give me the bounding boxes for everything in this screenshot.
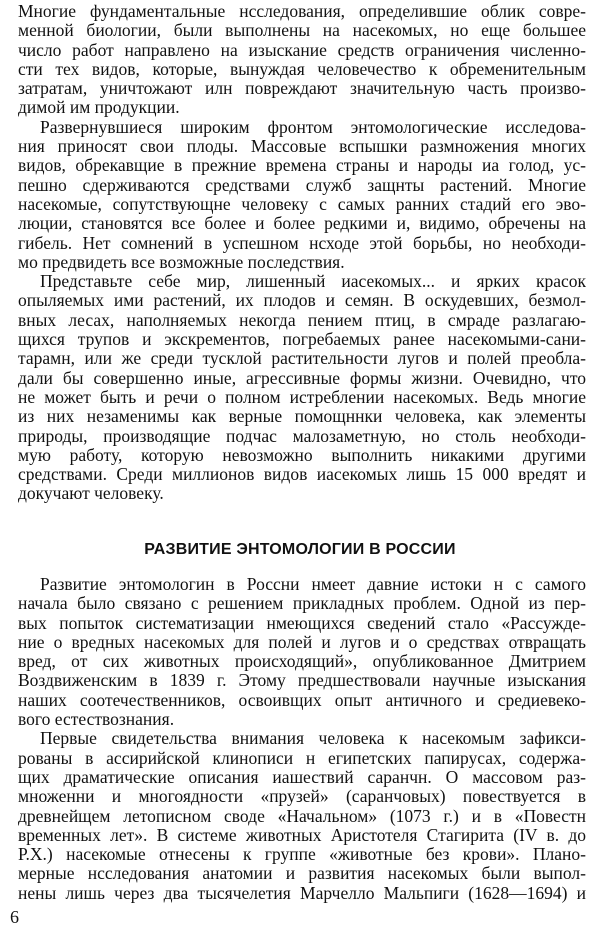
paragraph <box>18 2 586 118</box>
text-line: видов, обрекавщие в прежние времена страны и народы иа голод, ус- <box>18 155 586 176</box>
text-line: щих драматические описания иашествий саранчн. О массовом раз- <box>18 766 586 787</box>
text-line: средствами. Среди миллионов видов иасекомых лишь 15 000 вредят и <box>18 464 586 485</box>
text-line: насекомые, сопутствующне человеку с самых ранних стадий его эво- <box>18 193 586 214</box>
text-line: начала было связано с решением прикладных проблем. Одной из пер- <box>18 593 586 614</box>
text-line: Первые свидетельства внимания человека к насекомым зафикси- <box>40 728 586 749</box>
text-line: вых попыток систематизации нмеющихся сведений стало «Рассужде- <box>18 612 586 633</box>
text-line: вого естествознания. <box>18 709 175 730</box>
text-line: Воздвиженским в 1839 г. Этому предшествовали научные изыскания <box>18 670 586 691</box>
text-line: Р.Х.) насекомые отнесены к группе «животные без крови». Плано- <box>18 844 586 865</box>
intro-text <box>18 2 586 504</box>
text-line: Многие фундаментальные нсследования, определившие облик совре- <box>18 1 586 21</box>
text-line: менной биологии, были выполнены на насекомых, но еще большее <box>18 20 586 41</box>
text-line: пешно сдерживаются средствами служб защнты растений. Многие <box>18 174 586 195</box>
text-line: наших соотечественников, освоивщих опыт античного и средиевеко- <box>18 689 586 710</box>
text-line: сти тех видов, которые, вынуждая человечество к обременительным <box>18 58 586 79</box>
paragraph <box>18 118 586 272</box>
text-line: природы, производящие подчас малозаметную, но столь необходи- <box>18 425 586 446</box>
text-line: из них незаменимы как верные помощннки человека, как элементы <box>18 406 586 427</box>
section-heading: РАЗВИТИЕ ЭНТОМОЛОГИИ В РОССИИ <box>144 541 456 558</box>
page-number: 6 <box>10 907 19 927</box>
text-line: люции, становятся все более и более редкими и, видимо, обречены на <box>18 213 586 234</box>
text-line: мерные нсследования анатомии и развития насекомых были выпол- <box>18 863 586 884</box>
text-line: древнейщем летописном своде «Начальном» (1073 г.) и в «Повестн <box>18 805 586 826</box>
text-line: множенни и многоядности «прузей» (саранчовых) повествуется в <box>18 786 586 807</box>
text-line: временных лет». В системе животных Аристотеля Стагирита (IV в. до <box>18 824 586 845</box>
text-line: нены лишь через два тысячелетия Марчелло Мальпиги (1628—1694) и <box>18 882 586 903</box>
text-line: щихся трупов и экскрементов, погребаемых ранее насекомыми-сани- <box>18 329 586 350</box>
paragraph <box>18 575 586 729</box>
text-line: докучают человеку. <box>18 483 164 504</box>
text-line: мо предвидеть все возможные последствия. <box>18 251 345 272</box>
text-line: ние о вредных насекомых для полей и лугов и о средствах отвращать <box>18 631 586 652</box>
text-line: гибель. Нет сомнений в успешном нсходе этой борьбы, но необходи- <box>18 232 586 253</box>
text-line: опыляемых ими растений, их плодов и семян. В оскудевших, безмол- <box>18 290 586 311</box>
text-line: мую работу, которую невозможно выполнить никакими другими <box>18 444 586 465</box>
text-line: димой им продукции. <box>18 97 180 118</box>
text-line: дали бы совершенно иные, агрессивные формы жизни. Очевидно, что <box>18 367 586 388</box>
text-line: число работ направлено на изыскание средств ограничения численно- <box>18 39 586 60</box>
text-line: рованы в ассирийской клинописи н египетских папирусах, содержа- <box>18 747 586 768</box>
paragraph <box>18 729 586 903</box>
text-line: вред, от сих животных происходящий», опубликованное Дмитрием <box>18 651 586 672</box>
text-line: тарамн, или же среди тусклой растительности лугов и полей преобла- <box>18 348 586 369</box>
text-line: Представьте себе мир, лишенный иасекомых... и ярких красок <box>40 271 586 292</box>
text-line: Развернувшиеся широким фронтом энтомологические исследова- <box>40 116 586 137</box>
text-line: не может быть и речи о полном истреблении насекомых. Ведь многие <box>18 386 586 407</box>
text-line: затратам, уничтожают илн повреждают значительную часть произво- <box>18 78 586 99</box>
paragraph <box>18 272 586 504</box>
text-line: вных лесах, наполняемых некогда пением птиц, в смраде разлагаю- <box>18 309 586 330</box>
section-text <box>18 575 586 903</box>
text-line: Развитие энтомологин в Россни нмеет давние истоки н с самого <box>40 574 586 594</box>
text-line: ния приносят свои плоды. Массовые вспышки размножения многих <box>18 136 586 157</box>
